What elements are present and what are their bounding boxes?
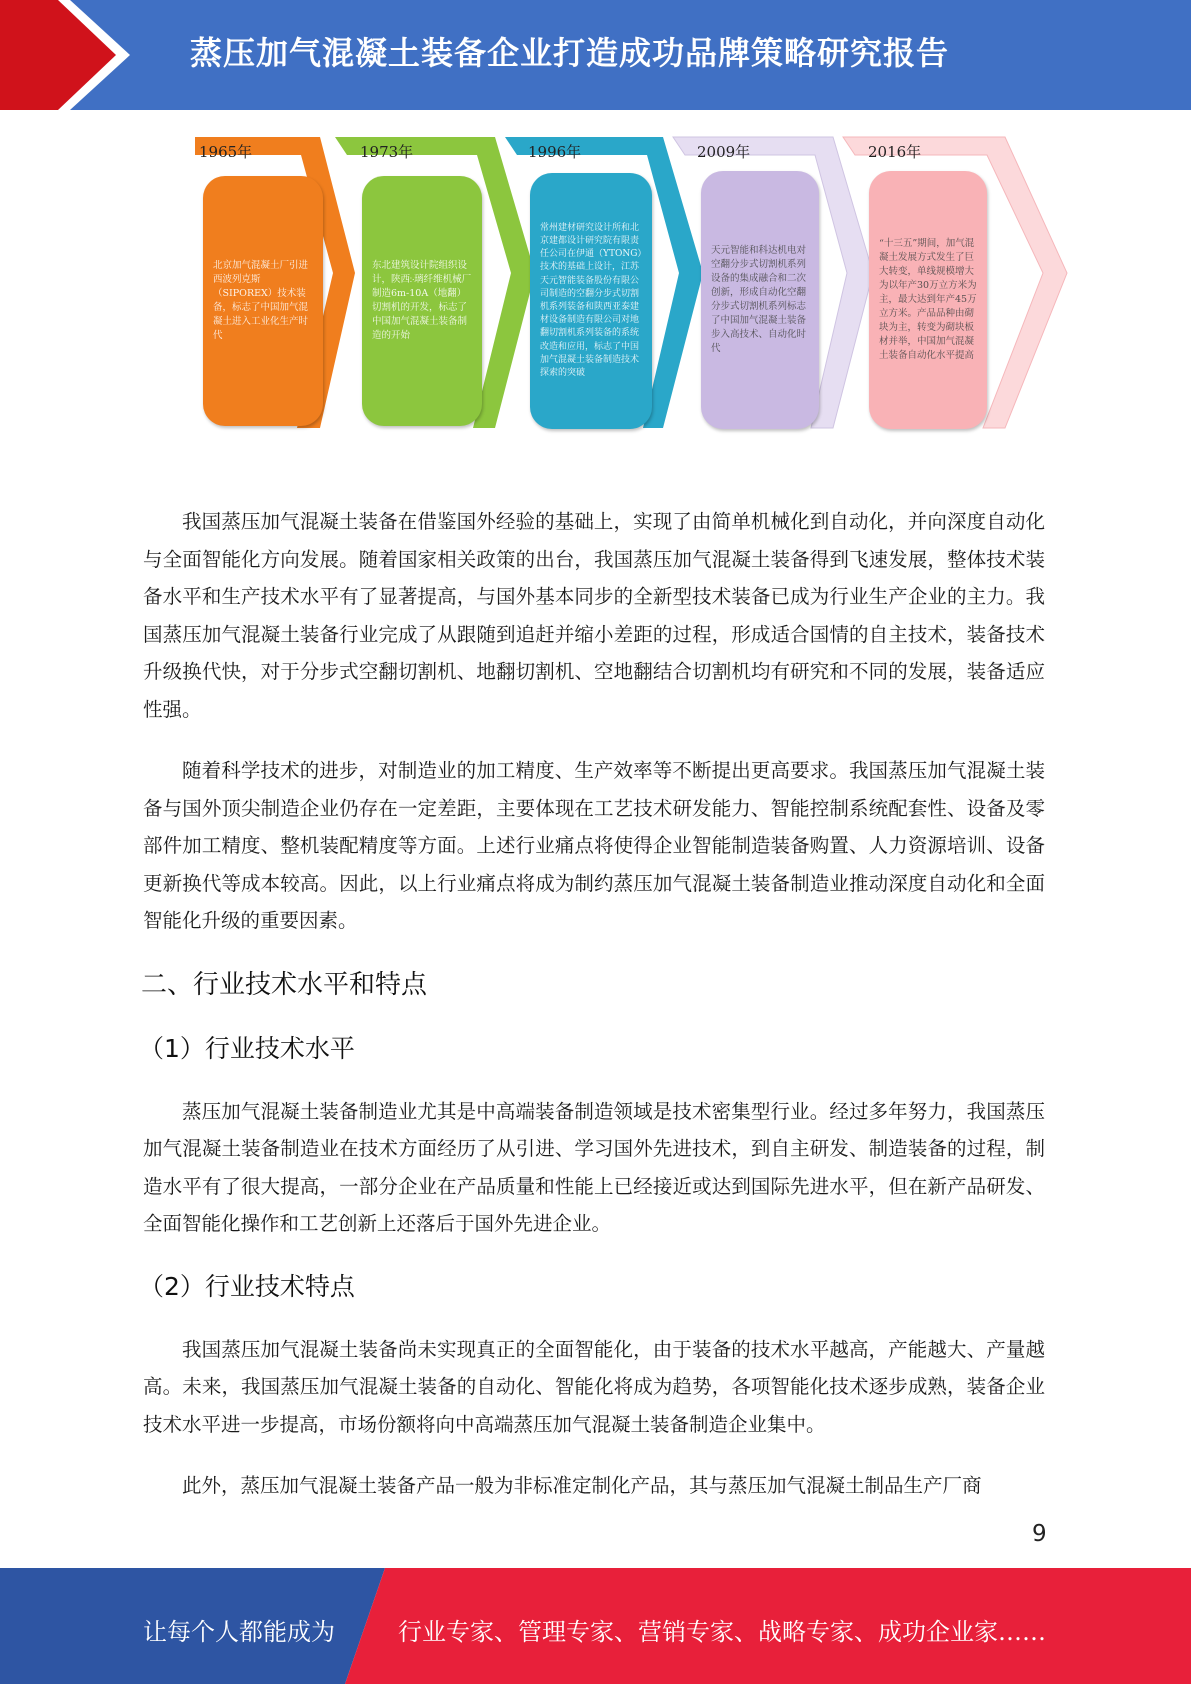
paragraph-1: 我国蒸压加气混凝土装备在借鉴国外经验的基础上，实现了由简单机械化到自动化，并向深度自动化与全面智能化方向发展。随着国家相关政策的出台，我国蒸压加气混凝土装备得到飞速发展，整体技术装备水平和生产技术水平有了显著提高，与国外基本同步的全新型技术装备已成为行业生产企业的主力。我国蒸压加气混凝土装备行业完成了从跟随到追赶并缩小差距的过程，形成适合国情的自主技术，装备技术升级换代快，对于分步式空翻切割机、地翻切割机、空地翻结合切割机均有研究和不同的发展，装备适应性强。 [143,510,1045,721]
footer-slogan-left: 让每个人都能成为 [143,1618,335,1646]
timeline-card-2016 [869,171,987,429]
subheading-tech-level: （1）行业技术水平 [139,1033,355,1063]
timeline-card-1996 [530,173,652,429]
timeline-text-1973: 东北建筑设计院组织设计，陕西჻璃纤维机械厂制造6m-10A（地翻）切割机的开发，标志了中国加气混凝土装备制造的开始 [372,260,472,341]
timeline-text-1996: 常州建材研究设计所和北京建都设计研究院有限责任公司在伊通（YTONG）技术的基础上设计，江苏天元智能装备股份有限公司制造的空翻分步式切割机系列装备和陕西亚泰建材设备制造有限公司对地翻切割机系列装备的系统改造和应用，标志了中国加气混凝土装备制造技术探索的突破 [540,222,642,379]
timeline-year-2016: 2016年 [868,143,922,161]
paragraph-2: 随着科学技术的进步，对制造业的加工精度、生产效率等不断提出更高要求。我国蒸压加气混凝土装备与国外顶尖制造企业仍存在一定差距，主要体现在工艺技术研发能力、智能控制系统配套性、设备及零部件加工精度、整机装配精度等方面。上述行业痛点将使得企业智能制造装备购置、人力资源培训、设备更新换代等成本较高。因此，以上行业痛点将成为制约蒸压加气混凝土装备制造业推动深度自动化和全面智能化升级的重要因素。 [143,759,1045,932]
timeline-text-1965: 北京加气混凝土厂引进西波列克斯（SIPOREX）技术装备，标志了中国加气混凝土进入工业化生产时代 [213,260,309,341]
timeline-card-2009 [701,171,819,429]
body-content [139,503,1045,1504]
page-number: 9 [1032,1521,1047,1547]
section-heading: 二、行业技术水平和特点 [141,969,428,1000]
page-footer [0,1568,1191,1684]
timeline-card-1965 [203,176,323,426]
report-title: 蒸压加气混凝土装备企业打造成功品牌策略研究报告 [190,34,950,72]
history-timeline [195,133,1075,438]
paragraph-3: 蒸压加气混凝土装备制造业尤其是中高端装备制造领域是技术密集型行业。经过多年努力，我国蒸压加气混凝土装备制造业在技术方面经历了从引进、学习国外先进技术，到自主研发、制造装备的过程，制造水平有了很大提高，一部分企业在产品质量和性能上已经接近或达到国际先进水平，但在新产品研发、全面智能化操作和工艺创新上还落后于国外先进企业。 [143,1099,1045,1235]
timeline-year-1965: 1965年 [199,143,253,161]
timeline-year-2009: 2009年 [697,143,751,161]
footer-slogan-right: 行业专家、管理专家、营销专家、战略专家、成功企业家…… [398,1618,1046,1646]
page-header [0,0,1191,110]
timeline-year-1973: 1973年 [360,143,414,161]
subheading-tech-features: （2）行业技术特点 [139,1271,355,1301]
timeline-card-1973 [362,176,482,426]
paragraph-4: 我国蒸压加气混凝土装备尚未实现真正的全面智能化，由于装备的技术水平越高，产能越大、产量越高。未来，我国蒸压加气混凝土装备的自动化、智能化将成为趋势，各项智能化技术逐步成熟，装备企业技术水平进一步提高，市场份额将向中高端蒸压加气混凝土装备制造企业集中。 [143,1337,1045,1436]
timeline-text-2009: 天元智能和科达机电对空翻分步式切割机系列设备的集成融合和二次创新，形成自动化空翻分步式切割机系列标志了中国加气混凝土装备步入高技术、自动化时代 [711,245,807,354]
chevron-arrow-icon [0,0,150,110]
paragraph-5: 此外，蒸压加气混凝土装备产品一般为非标准定制化产品，其与蒸压加气混凝土制品生产厂商 [182,1474,982,1497]
timeline-year-1996: 1996年 [528,143,582,161]
timeline-text-2016: “十三五”期间，加气混凝土发展方式发生了巨大转变，单线规模增大为以年产30万立方米为主，最大达到年产45万立方米。产品品种由砌块为主，转变为砌块板材并举，中国加气混凝土装备自动化水平提高 [879,238,977,361]
